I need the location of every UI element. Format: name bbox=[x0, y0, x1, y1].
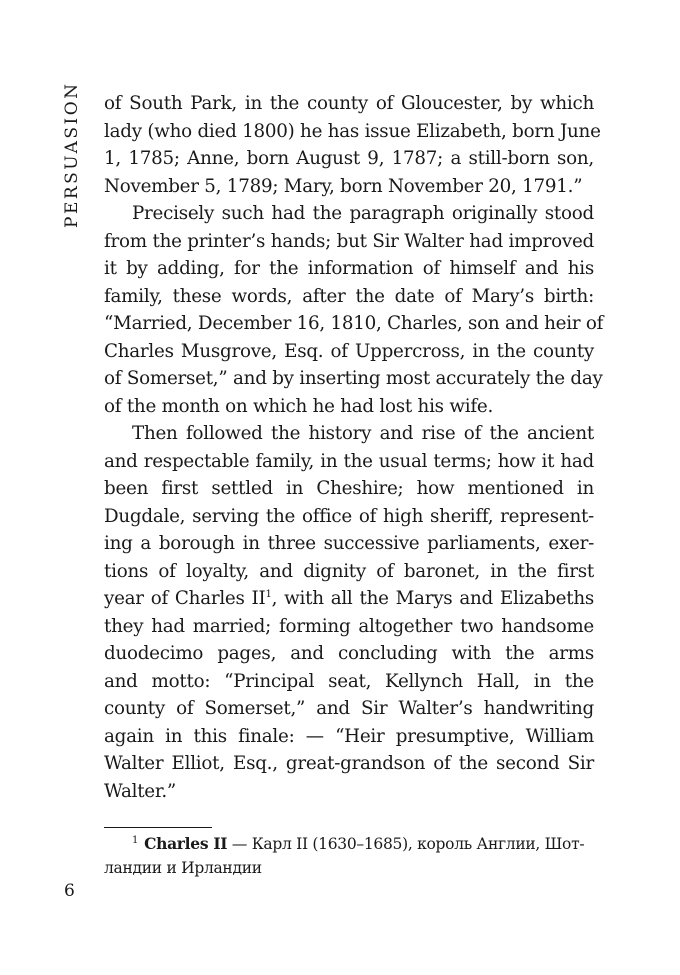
footnote-line bbox=[104, 832, 594, 856]
footnote-divider bbox=[104, 827, 212, 828]
text-segment: , with all the Marys and Elizabeths bbox=[271, 588, 594, 609]
text-line: lady (who died 1800) he has issue Elizabeth, born June bbox=[104, 120, 601, 142]
running-head: PERSUASION bbox=[62, 81, 82, 228]
text-line: “Married, December 16, 1810, Charles, son and heir of bbox=[104, 313, 604, 334]
text-line: Dugdale, serving the office of high sheriff, represent- bbox=[104, 505, 594, 527]
text-line: been first settled in Cheshire; how mentioned in bbox=[104, 478, 594, 499]
text-line: from the printer’s hands; but Sir Walter had improved bbox=[104, 230, 594, 252]
text-segment: year of Charles II bbox=[104, 588, 266, 609]
text-line bbox=[104, 585, 594, 613]
text-line: it by adding, for the information of himself and his bbox=[104, 258, 594, 279]
footnote-mark: 1 bbox=[132, 835, 139, 846]
text-line: tions of loyalty, and dignity of baronet, in the first bbox=[104, 560, 594, 582]
text-line: Walter.” bbox=[104, 780, 176, 802]
text-line: 1, 1785; Anne, born August 9, 1787; a still-born son, bbox=[104, 148, 594, 169]
footnote-text: — Карл II (1630–1685), король Англии, Шот- bbox=[227, 835, 585, 853]
page-number: 6 bbox=[64, 881, 75, 901]
text-line: November 5, 1789; Mary, born November 20, 1791.” bbox=[104, 175, 583, 197]
text-line: and motto: “Principal seat, Kellynch Hall, in the bbox=[104, 670, 594, 692]
footnote bbox=[104, 832, 594, 880]
text-line: Precisely such had the paragraph originally stood bbox=[132, 203, 594, 224]
footnote-reference[interactable]: 1 bbox=[265, 589, 272, 600]
text-line: county of Somerset,” and Sir Walter’s handwriting bbox=[104, 698, 594, 719]
text-line: Then followed the history and rise of the ancient bbox=[132, 423, 594, 444]
text-line: of Somerset,” and by inserting most accurately the day bbox=[104, 368, 603, 389]
body-text bbox=[104, 90, 604, 805]
footnote-term: Charles II bbox=[144, 834, 228, 853]
text-line: duodecimo pages, and concluding with the arms bbox=[104, 643, 594, 664]
text-line: of the month on which he had lost his wife. bbox=[104, 395, 494, 417]
footnote-line: ландии и Ирландии bbox=[104, 859, 262, 877]
text-line: again in this finale: — “Heir presumptive, William bbox=[104, 725, 594, 747]
text-line: of South Park, in the county of Gloucester, by which bbox=[104, 93, 594, 114]
text-line: family, these words, after the date of Mary’s birth: bbox=[104, 285, 594, 307]
text-line: Charles Musgrove, Esq. of Uppercross, in the county bbox=[104, 340, 594, 362]
text-line: ing a borough in three successive parliaments, exer- bbox=[104, 533, 594, 554]
text-line: Walter Elliot, Esq., great-grandson of the second Sir bbox=[104, 753, 594, 774]
text-line: they had married; forming altogether two handsome bbox=[104, 615, 594, 637]
text-line: and respectable family, in the usual terms; how it had bbox=[104, 450, 594, 472]
